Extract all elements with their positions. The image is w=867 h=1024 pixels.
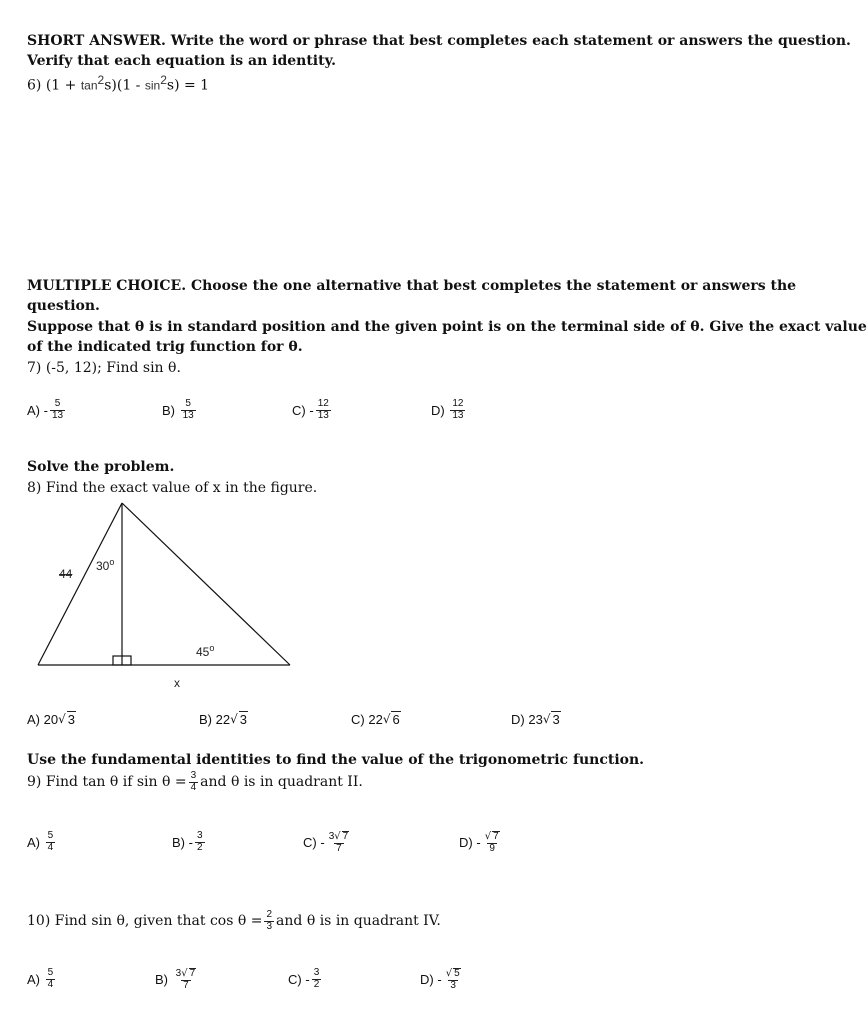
q8-d-label: D)	[511, 711, 525, 727]
q9-c-num: 3√ 7	[328, 831, 349, 842]
q6-exp-1: 2	[97, 73, 105, 87]
q9-b-num: 3	[196, 830, 203, 841]
q9-prompt-pre: 9) Find tan θ if sin θ =	[27, 774, 187, 790]
q10-option-c[interactable]	[288, 968, 323, 990]
q7-d-label: D)	[431, 402, 445, 418]
q9-den: 4	[190, 781, 197, 793]
q10-d-sign: -	[437, 972, 442, 987]
q6-tan: tan	[80, 78, 98, 93]
q7-a-den: 13	[51, 409, 64, 421]
left-side-line	[38, 503, 122, 665]
q6-pre: (1 +	[45, 77, 77, 94]
q10-c-den: 2	[313, 978, 320, 990]
q8-a-coef: 20	[43, 711, 59, 727]
q9-prompt-post: and θ is in quadrant II.	[200, 774, 363, 790]
q8-option-a[interactable]	[27, 711, 76, 727]
q9-c-den: 7	[336, 842, 342, 854]
q10-den: 3	[266, 920, 273, 932]
q8-b-coef: 22	[215, 711, 231, 727]
q10-b-fraction	[174, 968, 199, 991]
q9-c-fraction	[327, 831, 352, 854]
q8-section-heading: Solve the problem.	[27, 459, 175, 475]
q7-a-sign: -	[43, 402, 48, 418]
q8-c-coef: 22	[368, 711, 383, 727]
q6-mid: s)(1 -	[104, 77, 141, 94]
sqrt-icon: √	[58, 712, 66, 726]
sqrt-icon: √	[382, 712, 391, 726]
q7-d-den: 13	[452, 409, 464, 421]
q10-prompt-pre: 10) Find sin θ, given that cos θ =	[27, 913, 263, 929]
q7-c-den: 13	[317, 409, 329, 421]
side-label-44: 44	[59, 567, 73, 581]
q10-c-fraction	[312, 968, 322, 990]
short-answer-instruction: Verify that each equation is an identity.	[27, 53, 336, 69]
q10-a-label: A)	[27, 971, 40, 987]
q10-a-num: 5	[47, 967, 54, 978]
q9-a-den: 4	[47, 841, 54, 853]
q6-post: s) = 1	[166, 77, 210, 94]
q9-d-den: 9	[489, 842, 495, 854]
q9-option-a[interactable]	[27, 831, 57, 853]
q10-prompt-post: and θ is in quadrant IV.	[276, 913, 441, 929]
q10-b-den: 7	[183, 979, 189, 991]
q9-option-b[interactable]	[172, 831, 207, 853]
q9-a-fraction	[46, 831, 56, 853]
q9-d-fraction	[483, 831, 502, 854]
right-side-line	[122, 503, 290, 665]
q6-sin: sin	[144, 78, 161, 93]
sqrt-icon: √	[445, 968, 453, 979]
q9-option-d[interactable]	[459, 831, 504, 854]
q8-b-label: B)	[199, 711, 212, 727]
question-8-prompt: 8) Find the exact value of x in the figure.	[27, 480, 318, 496]
q9-c-sign: -	[320, 835, 325, 850]
q8-a-rad: 3	[67, 712, 75, 727]
q8-c-label: C)	[351, 711, 365, 727]
q10-d-label: D)	[420, 972, 434, 987]
q9-c-label: C)	[303, 835, 317, 850]
q10-c-label: C)	[288, 971, 302, 987]
q8-option-c[interactable]	[351, 711, 401, 727]
q10-d-fraction	[444, 968, 463, 991]
q9-b-fraction	[195, 831, 205, 853]
q9-d-sign: -	[476, 835, 481, 850]
q9-option-c[interactable]	[303, 831, 353, 854]
q9-d-num: √ 7	[484, 831, 499, 842]
q10-b-label: B)	[155, 972, 168, 987]
q8-d-rad: 3	[552, 712, 560, 727]
sqrt-icon: √	[334, 831, 341, 842]
q10-c-sign: -	[305, 971, 310, 987]
q10-d-den: 3	[450, 979, 456, 991]
q7-b-label: B)	[162, 402, 175, 418]
q7-a-label: A)	[27, 402, 40, 418]
question-9-prompt	[27, 771, 363, 793]
q9-fraction	[189, 771, 199, 793]
sqrt-icon: √	[542, 712, 551, 726]
question-7-prompt: 7) (-5, 12); Find sin θ.	[27, 360, 181, 376]
q9-b-sign: -	[188, 834, 193, 850]
multiple-choice-heading-cont: question.	[27, 298, 100, 314]
q9-a-num: 5	[47, 830, 54, 841]
q9-num: 3	[190, 770, 197, 781]
q7-c-label: C)	[292, 402, 306, 418]
q9-b-label: B)	[172, 834, 185, 850]
mc-instruction-line-2: of the indicated trig function for θ.	[27, 339, 303, 355]
q8-a-label: A)	[27, 711, 40, 727]
q7-a-num: 5	[54, 398, 61, 409]
x-label: x	[174, 676, 180, 690]
angle-label-30: 30$^o$	[96, 557, 115, 573]
angle-label-45: 45$^o$	[196, 643, 215, 659]
q10-option-b[interactable]	[155, 968, 200, 991]
q10-option-d[interactable]	[420, 968, 465, 991]
mc-instruction-line-1: Suppose that θ is in standard position and the given point is on the terminal side of θ. Give the exact value	[27, 319, 867, 335]
question-10-prompt	[27, 910, 441, 932]
sqrt-icon: √	[230, 712, 238, 726]
q10-fraction	[264, 910, 274, 932]
q10-num: 2	[266, 909, 273, 920]
short-answer-heading: SHORT ANSWER. Write the word or phrase that best completes each statement or answers the question.	[27, 33, 851, 49]
q7-c-num: 12	[317, 398, 329, 409]
sqrt-icon: √	[181, 968, 188, 979]
q7-b-den: 13	[182, 409, 194, 421]
q8-option-b[interactable]	[199, 711, 248, 727]
q10-d-num: √ 5	[445, 968, 460, 979]
q6-number: 6)	[27, 77, 42, 94]
multiple-choice-heading: MULTIPLE CHOICE. Choose the one alternative that best completes the statement or answers the	[27, 278, 797, 294]
q10-option-a[interactable]	[27, 968, 57, 990]
q9-d-label: D)	[459, 835, 473, 850]
sqrt-icon: √	[484, 831, 492, 842]
q9-b-den: 2	[196, 841, 203, 853]
q7-b-num: 5	[185, 398, 191, 409]
q7-d-num: 12	[452, 398, 464, 409]
q10-b-num: 3√ 7	[175, 968, 196, 979]
q8-d-coef: 23	[528, 711, 543, 727]
q9-section-heading: Use the fundamental identities to find the value of the trigonometric function.	[27, 752, 645, 768]
q10-a-fraction	[46, 968, 56, 990]
q8-c-rad: 6	[392, 712, 400, 727]
q8-option-d[interactable]	[511, 711, 561, 727]
q7-c-sign: -	[309, 402, 314, 418]
q9-a-label: A)	[27, 834, 40, 850]
q6-exp-2: 2	[160, 73, 167, 87]
q8-b-rad: 3	[239, 712, 247, 727]
q10-c-num: 3	[313, 967, 320, 978]
q10-a-den: 4	[47, 978, 54, 990]
